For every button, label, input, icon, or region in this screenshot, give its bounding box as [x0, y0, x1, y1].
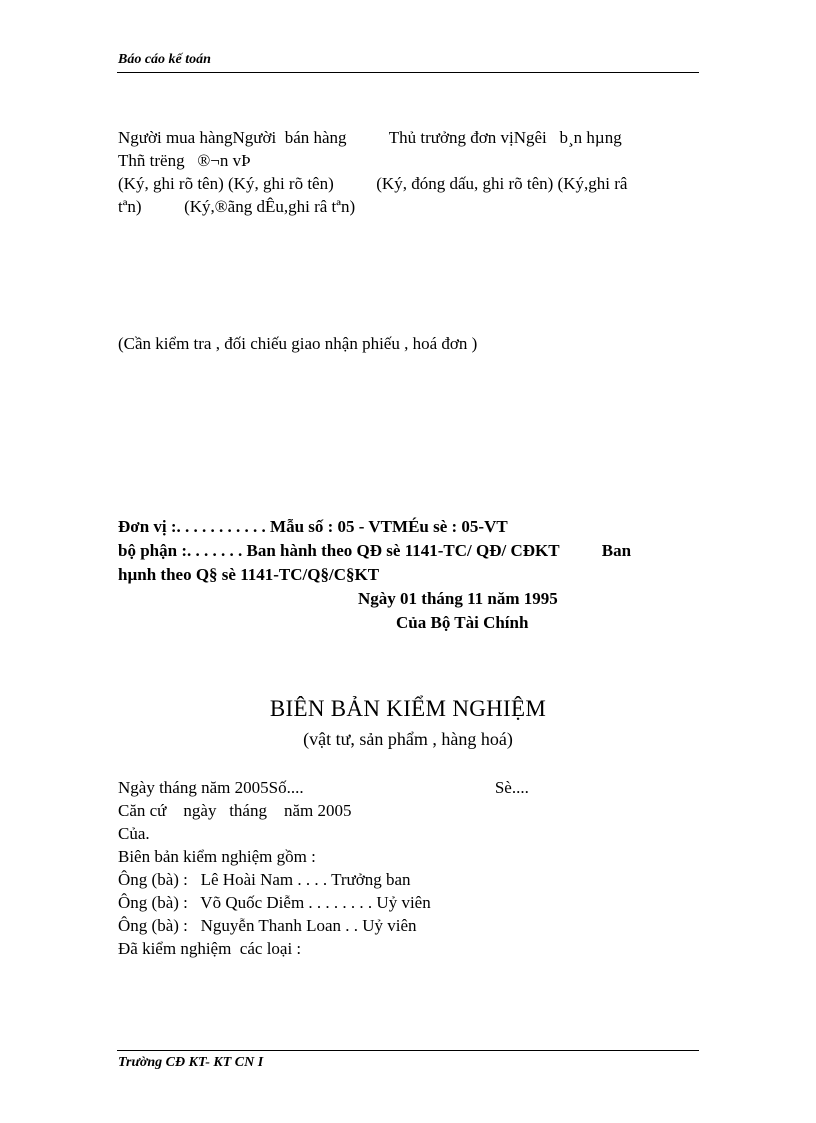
issue-date-line: Ngày 01 tháng 11 năm 1995 — [358, 589, 558, 608]
footer-rule — [117, 1050, 699, 1051]
header-rule — [117, 72, 699, 73]
unit-line: Đơn vị :. . . . . . . . . . . Mẫu số : 05 - VTMÉu sè : 05-VT — [118, 517, 508, 536]
check-note: (Cần kiểm tra , đối chiếu giao nhận phiếu , hoá đơn ) — [118, 334, 478, 353]
inspected-items-line: Đã kiểm nghiệm các loại : — [118, 939, 302, 958]
document-title: BIÊN BẢN KIỂM NGHIỆM — [269, 696, 547, 721]
page-footer: Trường CĐ KT- KT CN I — [118, 1055, 264, 1070]
signature-line: Thñ trëng ®¬n vÞ — [118, 151, 251, 170]
signature-block — [118, 126, 688, 218]
basis-line: Căn cứ ngày tháng năm 2005 — [118, 801, 352, 820]
signature-line: tªn) (Ký,®ãng dÊu,ghi râ tªn) — [118, 197, 356, 216]
signature-line: (Ký, ghi rõ tên) (Ký, ghi rõ tên) (Ký, đóng dấu, ghi rõ tên) (Ký,ghi râ — [118, 174, 628, 193]
unit-info-block — [118, 515, 688, 635]
document-subtitle: (vật tư, sản phẩm , hàng hoá) — [303, 729, 513, 749]
signature-line: Người mua hàngNgười bán hàng Thủ trưởng đơn vịNgêi b¸n hµng — [118, 128, 622, 147]
member-line: Ông (bà) : Nguyễn Thanh Loan . . Uỷ viên — [118, 916, 417, 935]
date-line: Ngày tháng năm 2005Số.... Sè.... — [118, 778, 529, 797]
ministry-line: Của Bộ Tài Chính — [396, 613, 529, 632]
of-line: Của. — [118, 824, 150, 843]
committee-heading: Biên bản kiểm nghiệm gồm : — [118, 847, 316, 866]
department-line: bộ phận :. . . . . . . Ban hành theo QĐ sè 1141-TC/ QĐ/ CĐKT Ban — [118, 541, 632, 560]
member-line: Ông (bà) : Võ Quốc Diễm . . . . . . . . Uỷ viên — [118, 893, 431, 912]
decision-line: hµnh theo Q§ sè 1141-TC/Q§/C§KT — [118, 565, 380, 584]
page-header: Báo cáo kế toán — [118, 52, 211, 67]
member-line: Ông (bà) : Lê Hoài Nam . . . . Trưởng ban — [118, 870, 411, 889]
report-body — [118, 776, 688, 960]
